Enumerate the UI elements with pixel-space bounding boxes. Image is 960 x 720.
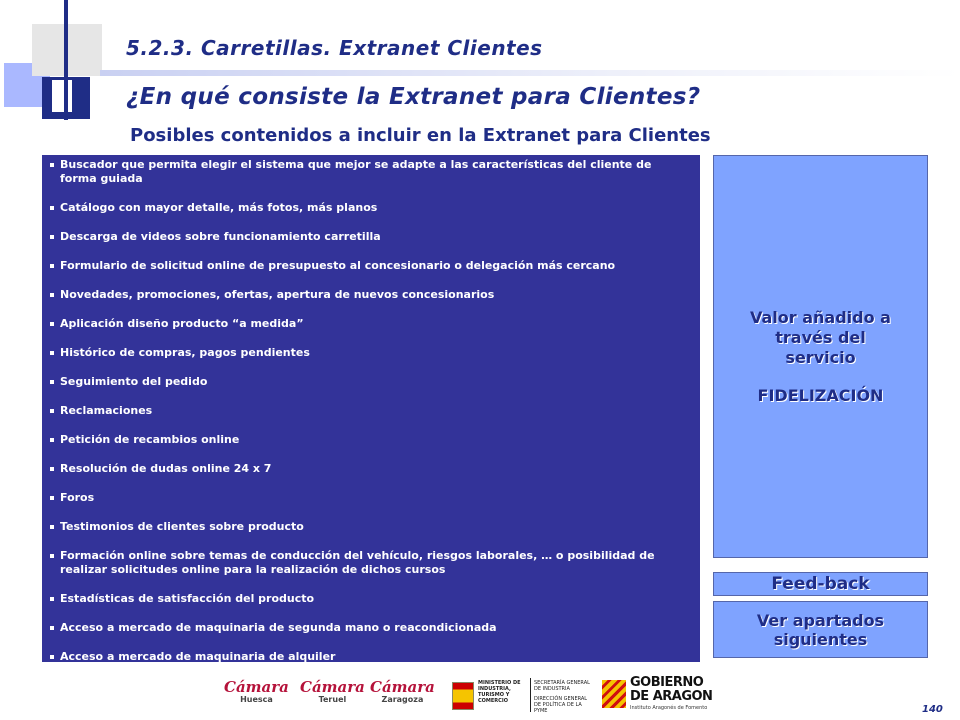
value-added-line-2: través del xyxy=(775,327,866,347)
list-item: Novedades, promociones, ofertas, apertura de nuevos concesionarios xyxy=(48,288,686,302)
subtitle: Posibles contenidos a incluir en la Extranet para Clientes xyxy=(130,125,711,146)
feedback-label: Feed-back xyxy=(771,574,870,594)
main-question: ¿En qué consiste la Extranet para Clientes? xyxy=(126,84,701,110)
ministerio-logo: MINISTERIO DE INDUSTRIA, TURISMO Y COMERCIO SECRETARÍA GENERAL DE INDUSTRIA DIRECCIÓN GENERAL DE POLÍTICA DE LA PYME xyxy=(452,678,592,714)
fidelizacion-label: FIDELIZACIÓN xyxy=(757,385,884,405)
gobierno-aragon-logo: GOBIERNO DE ARAGON Instituto Aragonés de Fomento xyxy=(602,676,714,716)
see-sections-box xyxy=(713,601,928,658)
coat-of-arms-icon xyxy=(452,682,474,710)
list-item: Acceso a mercado de maquinaria de segunda mano o reacondicionada xyxy=(48,621,686,635)
value-added-line-1: Valor añadido a xyxy=(750,307,891,327)
list-item: Reclamaciones xyxy=(48,404,686,418)
camara-teruel-logo: Cámara Teruel xyxy=(300,678,365,704)
list-item: Estadísticas de satisfacción del producto xyxy=(48,592,686,606)
see-sections-line-1: Ver apartados xyxy=(756,610,885,630)
list-item: Formación online sobre temas de conducción del vehículo, riesgos laborales, … o posibilidad de realizar solicitudes online para la realización de dichos cursos xyxy=(48,549,686,577)
list-item: Buscador que permita elegir el sistema que mejor se adapte a las características del cliente de forma guiada xyxy=(48,158,686,186)
camara-zaragoza-logo: Cámara Zaragoza xyxy=(370,678,435,704)
list-item: Histórico de compras, pagos pendientes xyxy=(48,346,686,360)
see-sections-line-2: siguientes xyxy=(773,629,868,649)
list-item: Seguimiento del pedido xyxy=(48,375,686,389)
list-item: Resolución de dudas online 24 x 7 xyxy=(48,462,686,476)
list-item: Aplicación diseño producto “a medida” xyxy=(48,317,686,331)
section-title: 5.2.3. Carretillas. Extranet Clientes xyxy=(126,36,543,60)
corner-decoration xyxy=(0,0,120,125)
page-number: 140 xyxy=(922,704,943,715)
list-item: Acceso a mercado de maquinaria de alquiler xyxy=(48,650,686,664)
list-item: Foros xyxy=(48,491,686,505)
list-item: Petición de recambios online xyxy=(48,433,686,447)
contents-list xyxy=(42,155,700,662)
aragon-flag-icon xyxy=(602,680,626,708)
feedback-box xyxy=(713,572,928,596)
value-added-box xyxy=(713,155,928,558)
list-item: Catálogo con mayor detalle, más fotos, más planos xyxy=(48,201,686,215)
camara-huesca-logo: Cámara Huesca xyxy=(224,678,289,704)
list-item: Descarga de videos sobre funcionamiento carretilla xyxy=(48,230,686,244)
header-rule xyxy=(100,70,960,76)
value-added-line-3: servicio xyxy=(785,347,856,367)
list-item: Formulario de solicitud online de presupuesto al concesionario o delegación más cercano xyxy=(48,259,686,273)
list-item: Testimonios de clientes sobre producto xyxy=(48,520,686,534)
